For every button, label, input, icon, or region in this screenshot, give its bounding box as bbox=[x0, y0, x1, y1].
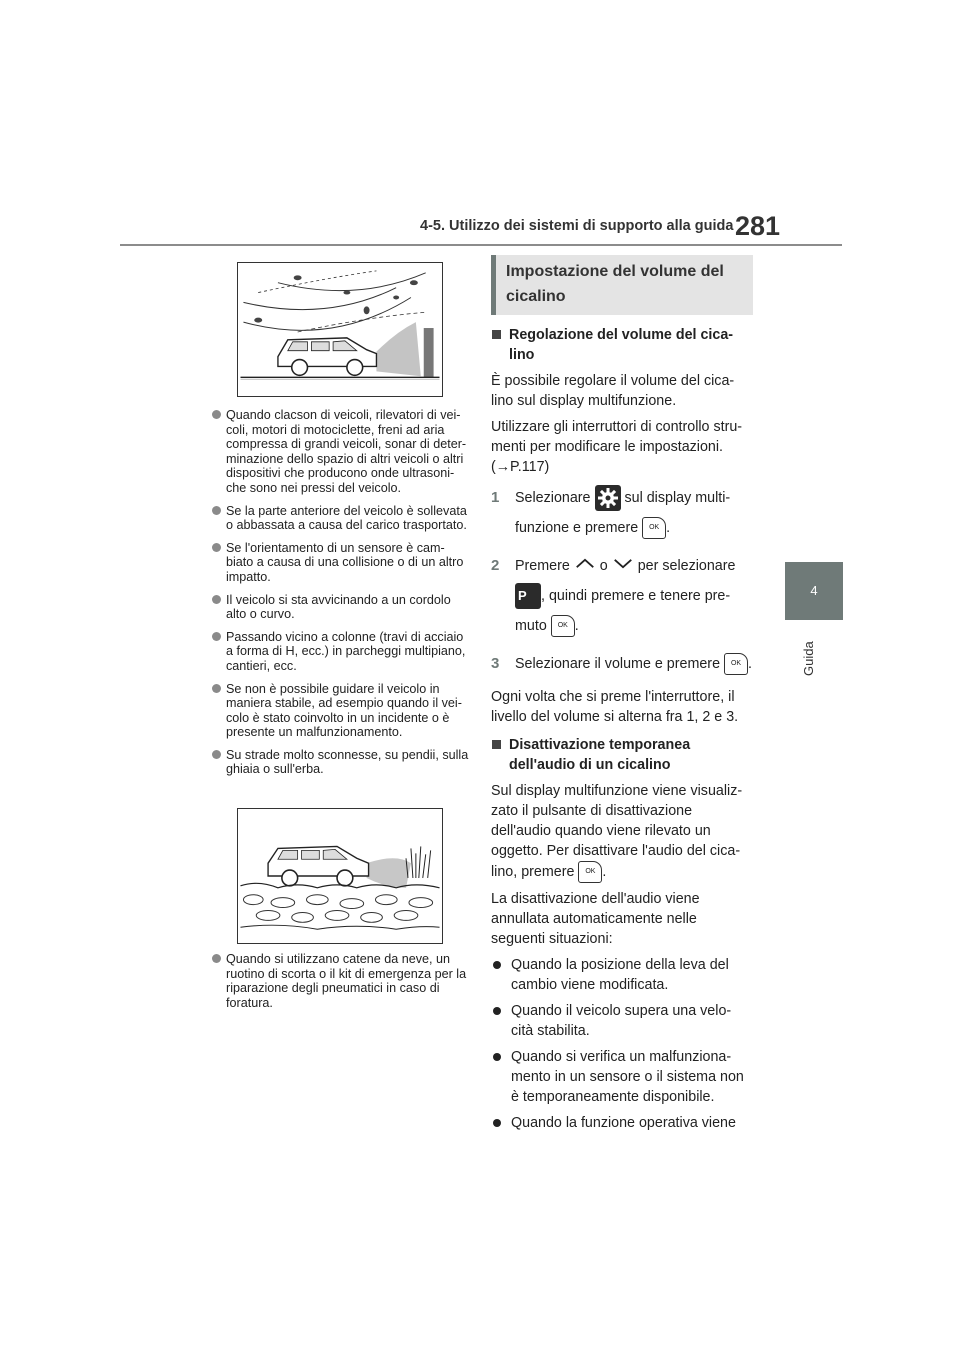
left-list-bottom bbox=[212, 952, 472, 1018]
square-bullet-icon bbox=[492, 740, 501, 749]
ok-button-icon: OK bbox=[578, 861, 602, 883]
parking-sensor-icon: P bbox=[515, 583, 541, 609]
page-reference: (→P.117) bbox=[491, 459, 550, 475]
gear-icon bbox=[595, 485, 621, 511]
list-item: Su strade molto sconnesse, su pendii, sulla ghiaia o sull'erba. bbox=[212, 748, 472, 777]
left-list-top bbox=[212, 408, 472, 785]
page-number: 281 bbox=[735, 211, 781, 241]
paragraph: È possibile regolare il volume del cica-lino sul display multifunzione. bbox=[491, 373, 735, 409]
bullet-icon bbox=[212, 954, 221, 963]
bullet-icon bbox=[493, 961, 501, 969]
step-2 bbox=[491, 551, 753, 641]
chapter-number: 4 bbox=[810, 583, 818, 598]
chapter-name: Guida bbox=[801, 641, 816, 676]
step-1 bbox=[491, 483, 753, 543]
step-3 bbox=[491, 649, 753, 679]
list-item: Se la parte anteriore del veicolo è sollevata o abbassata a causa del carico trasportato. bbox=[212, 504, 472, 533]
illustration-rough-road bbox=[237, 808, 443, 944]
step-text: Premere bbox=[515, 558, 570, 574]
bullet-icon bbox=[212, 506, 221, 515]
bullet-icon bbox=[493, 1119, 501, 1127]
step-text: o bbox=[599, 558, 608, 574]
step-text: Selezionare bbox=[515, 490, 591, 506]
list-item: Quando la posizione della leva del cambio viene modificata. bbox=[491, 955, 753, 995]
bullet-icon bbox=[212, 410, 221, 419]
paragraph: Utilizzare gli interruttori di controllo stru-menti per modificare le impostazioni. bbox=[491, 419, 743, 455]
step-text: . bbox=[748, 656, 752, 673]
list-item: Quando clacson di veicoli, rilevatori di vei-coli, motori di motociclette, freni ad aria compressa di grandi veicoli, sonar di deter-minazione dello spazio di altri veicoli o altri dispositivi che producono onde ultrasoni-che sono nei pressi del veicolo. bbox=[212, 408, 472, 496]
step-text: . bbox=[574, 618, 579, 635]
right-column bbox=[491, 255, 753, 1137]
header-rule bbox=[120, 244, 842, 246]
step-number: 2 bbox=[491, 557, 500, 574]
chapter-tab bbox=[785, 562, 843, 620]
section-heading-box bbox=[491, 255, 753, 315]
ok-button-icon: OK bbox=[551, 615, 575, 637]
section-heading: Impostazione del volume del cicalino bbox=[506, 263, 724, 305]
list-item: Se l'orientamento di un sensore è cam-biato a causa di una collisione o di un altro impatto. bbox=[212, 541, 472, 585]
step-text: Selezionare il volume e premere bbox=[515, 656, 721, 673]
bullet-icon bbox=[212, 632, 221, 641]
list-item: Se non è possibile guidare il veicolo in maniera stabile, ad esempio quando il vei-colo è stato coinvolto in un incidente o è presente un malfunzionamento. bbox=[212, 682, 472, 740]
list-item: Il veicolo si sta avvicinando a un cordolo alto o curvo. bbox=[212, 593, 472, 622]
paragraph: Sul display multifunzione viene visualiz-zato il pulsante di disattivazione dell'audio quando viene rilevato un oggetto. Per disattivare l'audio del cica-lino, premere OK . bbox=[491, 781, 753, 883]
bullet-icon bbox=[493, 1007, 501, 1015]
chevron-down-icon bbox=[612, 551, 634, 581]
bullet-icon bbox=[212, 750, 221, 759]
illustration-interference bbox=[237, 262, 443, 397]
illustration-interference-drawing bbox=[238, 263, 442, 396]
list-item: Quando si verifica un malfunziona-mento in un sensore o il sistema non è temporaneamente disponibile. bbox=[491, 1047, 753, 1107]
section-title: 4-5. Utilizzo dei sistemi di supporto alla guida bbox=[420, 218, 734, 234]
chevron-up-icon bbox=[574, 551, 596, 581]
paragraph: Ogni volta che si preme l'interruttore, il livello del volume si alterna fra 1, 2 e 3. bbox=[491, 689, 739, 726]
bullet-icon bbox=[493, 1053, 501, 1061]
ok-button-icon: OK bbox=[724, 653, 748, 675]
paragraph: La disattivazione dell'audio viene annullata automaticamente nelle seguenti situazioni: bbox=[491, 891, 700, 948]
subheading-volume: Regolazione del volume del cica-lino bbox=[491, 325, 753, 365]
list-item: Quando la funzione operativa viene bbox=[491, 1113, 753, 1133]
step-text: . bbox=[666, 520, 671, 536]
step-number: 3 bbox=[491, 655, 500, 673]
list-item: Passando vicino a colonne (travi di acciaio a forma di H, ecc.) in parcheggi multipiano, cantieri, ecc. bbox=[212, 630, 472, 674]
ok-button-icon: OK bbox=[642, 517, 666, 539]
step-text: , quindi premere e tenere pre-muto bbox=[515, 588, 731, 635]
chapter-name-container bbox=[795, 630, 835, 680]
step-number: 1 bbox=[491, 489, 500, 506]
bullet-icon bbox=[212, 684, 221, 693]
list-item: Quando si utilizzano catene da neve, un ruotino di scorta o il kit di emergenza per la riparazione degli pneumatici in caso di foratura. bbox=[212, 952, 472, 1010]
illustration-rough-road-drawing bbox=[238, 809, 442, 943]
step-text: per selezionare bbox=[637, 558, 736, 574]
bullet-icon bbox=[212, 595, 221, 604]
subheading-mute: Disattivazione temporanea dell'audio di un cicalino bbox=[491, 735, 753, 775]
list-item: Quando il veicolo supera una velo-cità stabilita. bbox=[491, 1001, 753, 1041]
bullet-icon bbox=[212, 543, 221, 552]
step-text: sul display multi-funzione e premere bbox=[515, 490, 731, 536]
square-bullet-icon bbox=[492, 330, 501, 339]
